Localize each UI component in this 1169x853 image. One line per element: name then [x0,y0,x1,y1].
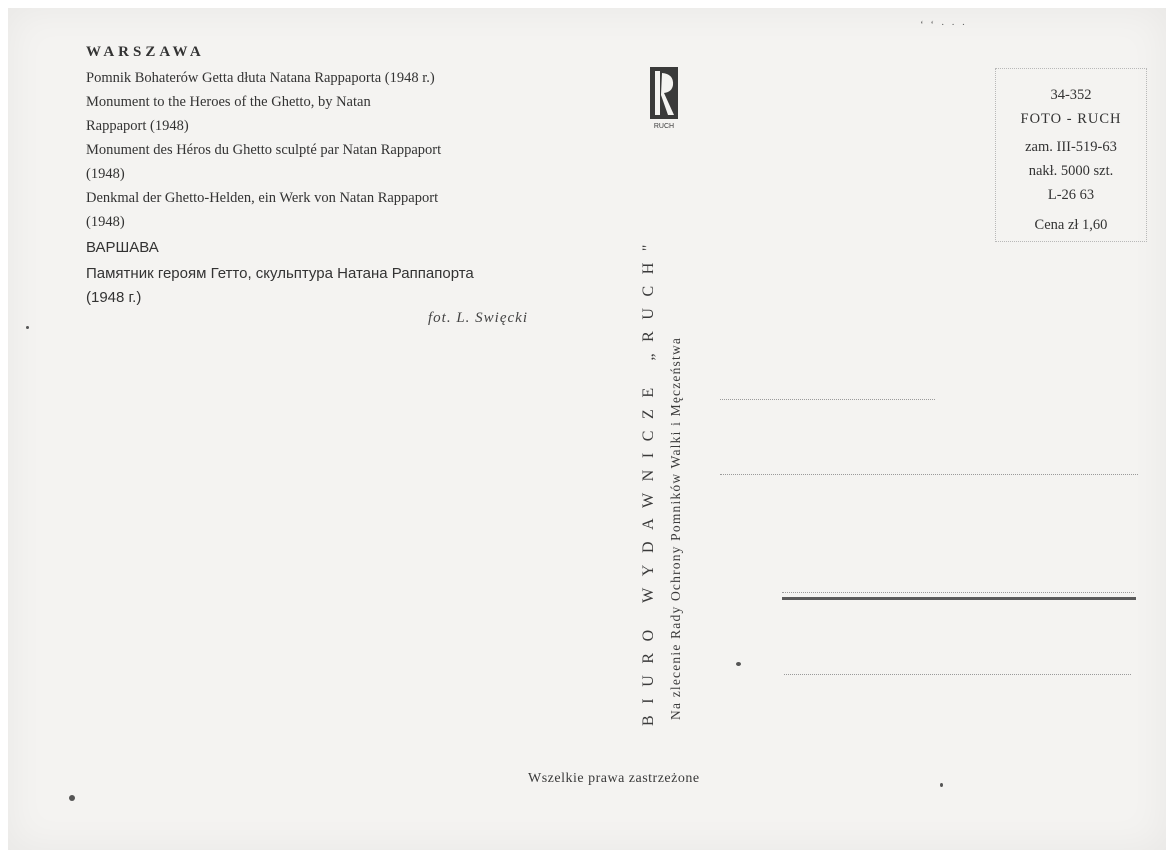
ink-speck [940,783,943,787]
ruch-logo-icon [648,65,680,131]
caption-line-german-1: Denkmal der Ghetto-Helden, ein Werk von Natan Rappaport [86,190,439,206]
photo-agency: FOTO - RUCH [1020,111,1122,127]
ink-speck [69,795,75,801]
address-line-2 [720,474,1138,475]
postcard-back [8,8,1166,850]
city-title: WARSZAWA [86,44,205,60]
price: Cena zł 1,60 [1034,217,1108,233]
svg-text:RUCH: RUCH [653,123,675,130]
caption-line-english-2: Rappaport (1948) [86,118,189,134]
stamp-mark: ‘ ‘ · · · [920,19,968,31]
publisher-title-vertical: BIURO WYDAWNICZE „RUCH" [640,232,657,726]
city-title-cyrillic: ВАРШАВА [86,239,159,256]
photo-credit: fot. L. Swięcki [428,310,528,326]
caption-line-russian-1: Памятник героям Гетто, скульптура Натана Раппапорта [86,265,474,282]
caption-line-russian-2: (1948 г.) [86,289,142,306]
caption-line-polish: Pomnik Bohaterów Getta dłuta Natana Rappaporta (1948 r.) [86,70,435,86]
caption-line-french-1: Monument des Héros du Ghetto sculpté par Natan Rappaport [86,142,442,158]
order-number: zam. III-519-63 [1025,139,1117,155]
ink-speck [26,326,29,329]
address-line-3-dotted [782,592,1134,593]
caption-line-german-2: (1948) [86,214,125,230]
print-code: L-26 63 [1047,187,1095,203]
copyright-notice: Wszelkie prawa zastrzeżone [528,771,700,786]
print-number: 34-352 [1050,87,1092,103]
publisher-subtitle-vertical: Na zlecenie Rady Ochrony Pomników Walki i Męczeństwa [668,336,683,720]
address-line-3 [782,597,1136,600]
print-run: nakł. 5000 szt. [1028,163,1114,179]
caption-line-english-1: Monument to the Heroes of the Ghetto, by Natan [86,94,371,110]
address-line-1 [720,399,935,400]
address-line-4 [784,674,1131,675]
publication-info-box [995,68,1147,242]
ink-speck [736,662,741,666]
caption-line-french-2: (1948) [86,166,125,182]
